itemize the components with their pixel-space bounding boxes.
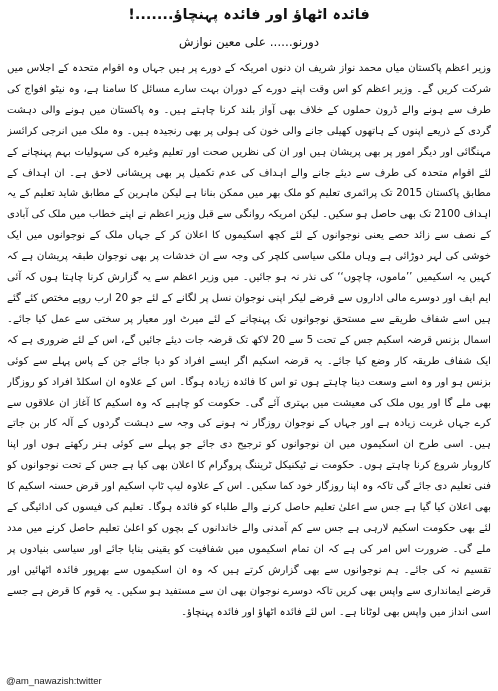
column-title: فائدہ اٹھاؤ اور فائدہ پہنچاؤ.......! bbox=[128, 7, 370, 23]
article-paragraph: وزیر اعظم پاکستان میاں محمد نواز شریف ان دنوں امریکہ کے دورے پر ہیں جہاں وہ اقوام متحدہ کے اجلاس میں شرکت کریں گے۔ وزیر اعظم کو اس وقت اپنے دورے کے دوران بہت سارے مسائل کا سامنا ہے، وہ نیٹو افواج کی طرف سے ہونے والے ڈرون حملوں کے خلاف بھی آواز بلند کرنا چاہتے ہیں۔ وہ پاکستان میں ہونے والی دہشت گردی کے ذریعے اپنوں کے ہاتھوں کھیلی جانے والی خون کی ہولی پر بھی رنجیدہ ہیں۔ وہ ملک میں انرجی کرائسز مہنگائی اور دیگر امور پر بھی پریشان ہیں اور ان کی نظریں صحت اور تعلیم وغیرہ کی سہولیات بہم پہنچانے کے لئے اقوام متحدہ کی طرف سے دیئے جانے والے اہداف کی عدم تکمیل پر بھی پریشانی لاحق ہے۔ ان اہداف کے مطابق پاکستان 2015 تک پرائمری تعلیم کو ملک بھر میں ممکن بنانا ہے لیکن ماہرین کے مطابق شاید تعلیم کے یہ اہداف 2100 تک بھی حاصل ہو سکیں۔ لیکن امریکہ روانگی سے قبل وزیر اعظم نے اپنے خطاب میں ملک کی آبادی کے نصف سے زائد حصے یعنی نوجوانوں کے لئے کچھ اسکیموں کا اعلان کر کے جہاں ملک کے نوجوانوں میں ایک خوشی کی لہر دوڑائی ہے وہاں ملکی سیاسی کلچر کی وجہ سے ان خدشات پر بھی نوجوان طبقہ پریشان ہے کہ کہیں یہ اسکیمیں ’’ماموں، چاچوں‘‘ کی نذر نہ ہو جائیں۔ میں وزیر اعظم سے یہ گزارش کرنا چاہتا ہوں کہ آئی ایم ایف اور دوسرے مالی اداروں سے قرضے لیکر اپنی نوجوان نسل پر لگانے کے لئے جو 20 ارب روپے مختص کئے گئے ہیں اسے شفاف طریقے سے مستحق نوجوانوں تک پہنچانے کے لئے میرٹ اور معیار پر سختی سے عمل کیا جائے۔ اسمال بزنس قرضہ اسکیم جس کے تحت 5 سے 20 لاکھ تک قرضہ جات دیئے جائیں گے، اس کے لئے ضروری ہے کہ ایک شفاف طریقہ کار وضع کیا جائے۔ یہ قرضہ اسکیم اگر ایسے افراد کو دیا جائے جن کے پاس پہلے سے کوئی بزنس ہو اور وہ اسے وسعت دینا چاہتے ہوں تو اس کا فائدہ زیادہ ہوگا۔ اس کے علاوہ ان اسکلڈ افراد کو روزگار بھی ملے گا اور یوں ملک کی معیشت میں بہتری آئے گی۔ حکومت کو چاہیے کہ وہ اسکیم کا آغاز ان علاقوں سے کرے جہاں غربت زیادہ ہے اور جہاں کے نوجوان روزگار نہ ہونے کی وجہ سے دہشت گردوں کے آلہ کار بن جاتے ہیں۔ اسی طرح ان اسکیموں میں ان نوجوانوں کو ترجیح دی جائے جو پہلے سے کوئی ہنر رکھتے ہوں اور اپنا کاروبار شروع کرنا چاہتے ہوں۔ حکومت نے ٹیکنیکل ٹریننگ پروگرام کا اعلان بھی کیا ہے جس کے تحت نوجوانوں کو فنی تعلیم دی جائے گی تاکہ وہ اپنا روزگار خود کما سکیں۔ اس کے علاوہ لیپ ٹاپ اسکیم اور قرض حسنہ اسکیم کا بھی اعلان کیا گیا ہے جس سے اعلیٰ تعلیم حاصل کرنے والے طلباء کو فائدہ ہوگا۔ تعلیم کی فیسوں کی ادائیگی کے لئے بھی حکومت اسکیم لارہی ہے جس سے کم آمدنی والے خاندانوں کے بچوں کو اعلیٰ تعلیم حاصل کرنے میں مدد ملے گی۔ ضرورت اس امر کی ہے کہ ان تمام اسکیموں میں شفافیت کو یقینی بنایا جائے اور سیاسی بنیادوں پر تقسیم نہ کی جائے۔ ہم نوجوانوں سے بھی گزارش کرتے ہیں کہ وہ ان اسکیموں سے بھرپور فائدہ اٹھائیں اور قرضے ایمانداری سے واپس بھی کریں تاکہ دوسرے نوجوان بھی ان سے مستفید ہو سکیں۔ یہ قوم کا قرض ہے جسے اسی انداز میں واپس بھی لوٹانا ہے۔ اس لئے فائدہ اٹھاؤ اور فائدہ پہنچاؤ۔ bbox=[7, 63, 491, 618]
column-byline: دورنو...... علی معین نوازش bbox=[178, 35, 320, 49]
twitter-handle: @am_nawazish:twitter bbox=[6, 676, 102, 687]
article-body bbox=[7, 59, 491, 659]
